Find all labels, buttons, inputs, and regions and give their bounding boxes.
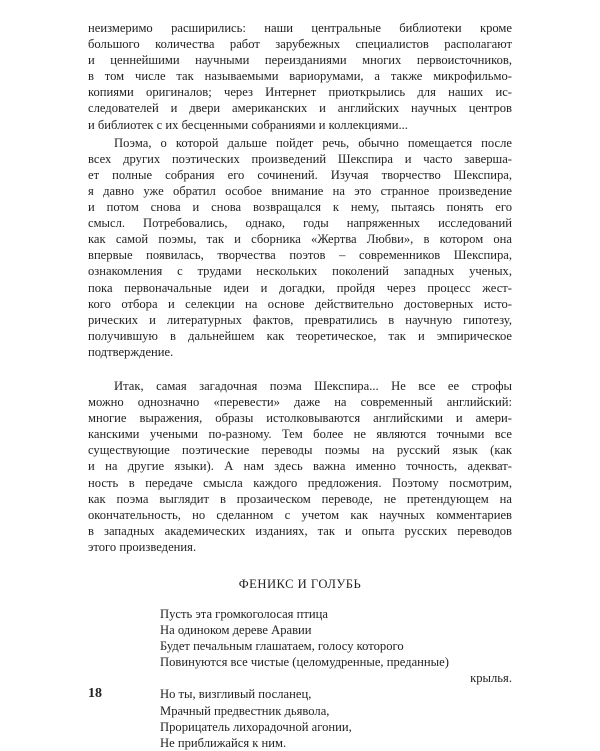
poem-line: На одиноком дереве Аравии xyxy=(160,623,312,638)
text-line: можно однозначно «перевести» даже на современный английский: xyxy=(88,395,512,410)
text-line: ознакомления с трудами нескольких поколений западных ученых, xyxy=(88,264,512,279)
text-line: как поэма выглядит в прозаическом переводе, не претендующем на xyxy=(88,491,512,506)
text-line: и библиотек с их бесценными собраниями и коллекциями... xyxy=(88,117,408,132)
text-line: я давно уже обратил особое внимание на это странное произведение xyxy=(88,183,512,198)
text-line: существующие поэтические переводы поэмы на русский язык (как xyxy=(88,443,512,458)
poem-title: ФЕНИКС И ГОЛУБЬ xyxy=(238,577,362,591)
text-line: многие выражения, образы истолковываются английскими и амери- xyxy=(88,411,512,426)
text-line: ность в передаче смысла каждого предложения. Поэтому посмотрим, xyxy=(88,475,512,490)
text-line: Итак, самая загадочная поэма Шекспира... Не все ее строфы xyxy=(114,378,512,393)
text-line: подтверждение. xyxy=(88,344,174,359)
text-line: канскими учеными по-разному. Тем более не являются точными все xyxy=(88,427,512,442)
text-line: пока первоначальные идеи и догадки, пройдя через процесс жест- xyxy=(88,280,512,295)
poem-line: Мрачный предвестник дьявола, xyxy=(160,703,330,718)
paragraph-1 xyxy=(88,20,512,133)
text-line: большого количества работ зарубежных специалистов располагают xyxy=(88,37,512,52)
poem-line: Будет печальным глашатаем, голосу которого xyxy=(160,639,404,654)
poem-line: Но ты, визгливый посланец, xyxy=(160,687,312,702)
paragraph-2 xyxy=(88,135,512,360)
text-line: впервые появилась, творчества поэтов – современников Шекспира, xyxy=(88,248,512,263)
text-line: этого произведения. xyxy=(88,539,197,554)
text-line: неизмеримо расширились: наши центральные библиотеки кроме xyxy=(88,21,512,35)
text-line: кого отбора и селекции на основе действительно достоверных исто- xyxy=(88,296,512,311)
text-line: окончательность, но сделанном с учетом как научных комментариев xyxy=(88,507,512,522)
page-number: 18 xyxy=(88,686,102,701)
text-line: получившую в дальнейшем как теоретическое, так и эмпирическое xyxy=(88,328,512,343)
poem-line-wrap: крылья. xyxy=(470,671,512,686)
text-line: смысл. Потребовались, однако, годы напряженных исследований xyxy=(88,216,512,231)
paragraph-3 xyxy=(88,378,512,555)
text-line: ет полные собрания его сочинений. Изучая творчество Шекспира, xyxy=(88,167,512,182)
text-line: и на другие языки). А нам здесь важна именно точность, адекват- xyxy=(88,459,512,474)
poem-line: Прорицатель лихорадочной агонии, xyxy=(160,719,352,734)
page-body xyxy=(88,20,512,751)
text-line: Поэма, о которой дальше пойдет речь, обычно помещается после xyxy=(114,135,512,150)
text-line: в том числе так называемыми вариорумами, а также микрофильмо- xyxy=(88,69,512,84)
text-line: в западных академических изданиях, так и опыта русских переводов xyxy=(88,523,512,538)
poem-verse xyxy=(160,606,512,751)
text-line: всех других поэтических произведений Шекспира и часто завершa- xyxy=(88,151,512,166)
text-line: и потом снова и снова возвращался к нему, пытаясь понять его xyxy=(88,200,512,215)
poem-line: Повинуются все чистые (целомудренные, преданные) xyxy=(160,655,449,670)
text-line: и ценнейшими научными переизданиями многих первоисточников, xyxy=(88,53,512,68)
text-line: следователей и двери американских и английских научных центров xyxy=(88,101,512,116)
text-line: копиями оригиналов; через Интернет приоткрылись для наших ис- xyxy=(88,85,512,100)
poem-line: Пусть эта громкоголосая птица xyxy=(160,607,328,621)
text-line: как самой поэмы, так и сборника «Жертва Любви», в котором она xyxy=(88,232,512,247)
poem-line: Не приближайся к ним. xyxy=(160,735,287,750)
text-line: рических и литературных фактов, превратились в научную гипотезу, xyxy=(88,312,512,327)
